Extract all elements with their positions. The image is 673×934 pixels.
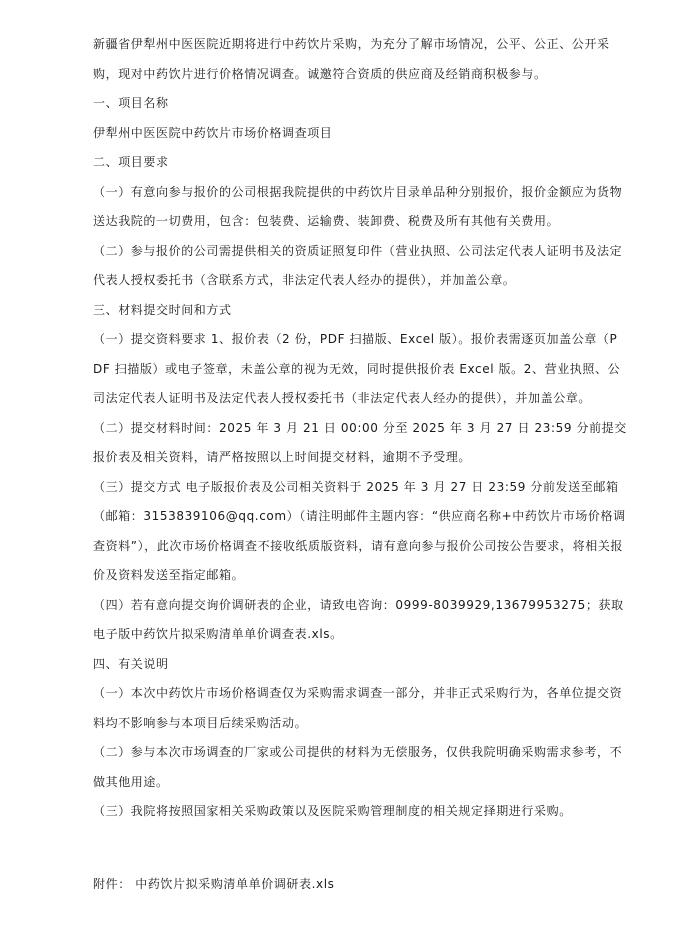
section-heading-requirements: 二、项目要求 — [93, 155, 169, 169]
intro-paragraph: 新疆省伊犁州中医医院近期将进行中药饮片采购，为充分了解市场情况，公平、公正、公开采购，现对中药饮片进行价格情况调查。诚邀符合资质的供应商及经销商积极参与。 — [93, 37, 610, 81]
section-heading-project-name: 一、项目名称 — [93, 96, 169, 110]
submission-item-4: （四）若有意向提交询价调研表的企业，请致电咨询：0999-8039929,13679953275；获取电子版中药饮片拟采购清单单价调查表.xls。 — [93, 597, 624, 641]
section-heading-notes: 四、有关说明 — [93, 656, 169, 671]
submission-item-3: （三）提交方式 电子版报价表及公司相关资料于 2025 年 3 月 27 日 23:59 分前发送至邮箱（邮箱：3153839106@qq.com）（请注明邮件主题内容：“供应商名称+中药饮片市场价格调查资料”），此次市场价格调查不接收纸质版资料，请有意向参与报价公司按公告要求，将相关报价及资料发送至指定邮箱。 — [93, 479, 626, 582]
project-name-text: 伊犁州中医医院中药饮片市场价格调查项目 — [93, 125, 333, 140]
note-item-3: （三）我院将按照国家相关采购政策以及医院采购管理制度的相关规定择期进行采购。 — [93, 804, 572, 818]
attachment-link[interactable]: 附件： 中药饮片拟采购清单单价调研表.xls — [93, 877, 335, 891]
note-item-1: （一）本次中药饮片市场价格调查仅为采购需求调查一部分，并非正式采购行为，各单位提交资料均不影响参与本项目后续采购活动。 — [93, 686, 623, 730]
note-item-2: （二）参与本次市场调查的厂家或公司提供的材料为无偿服务，仅供我院明确采购需求参考，不做其他用途。 — [93, 745, 623, 789]
requirement-item-2: （二）参与报价的公司需提供相关的资质证照复印件（营业执照、公司法定代表人证明书及法定代表人授权委托书（含联系方式，非法定代表人经办的提供），并加盖公章。 — [93, 243, 623, 287]
submission-item-1: （一）提交资料要求 1、报价表（2 份，PDF 扫描版、Excel 版）。报价表需逐页加盖公章（PDF 扫描版）或电子签章，未盖公章的视为无效，同时提供报价表 Excel 版。2、营业执照、公司法定代表人证明书及法定代表人授权委托书（非法定代表人经办的提供），并加盖公章。 — [93, 332, 621, 405]
requirement-item-1: （一）有意向参与报价的公司根据我院提供的中药饮片目录单品种分别报价，报价金额应为货物送达我院的一切费用，包含：包装费、运输费、装卸费、税费及所有其他有关费用。 — [93, 184, 623, 228]
section-heading-submission: 三、材料提交时间和方式 — [93, 302, 232, 317]
document-body — [93, 30, 627, 827]
submission-item-2: （二）提交材料时间：2025 年 3 月 21 日 00:00 分至 2025 年 3 月 27 日 23:59 分前提交报价表及相关资料，请严格按照以上时间提交材料，逾期不予受理。 — [93, 420, 627, 464]
